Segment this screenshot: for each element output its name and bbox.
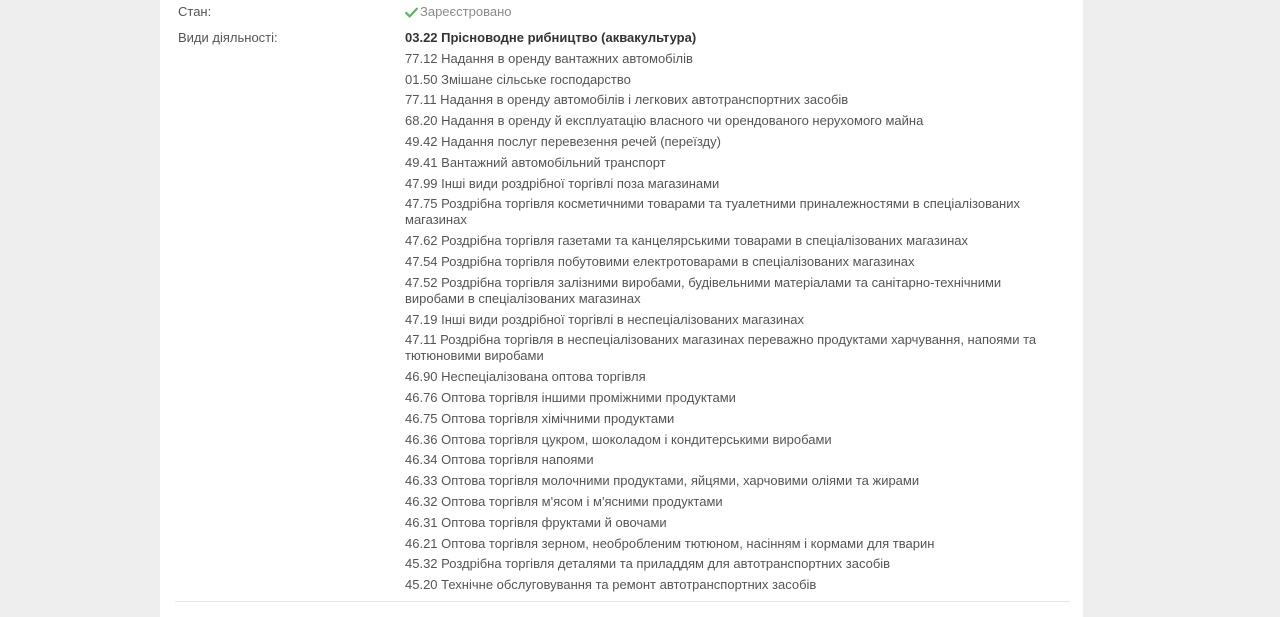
activity-item: 01.50 Змішане сільське господарство [405,71,631,87]
activity-item: 47.62 Роздрібна торгівля газетами та канцелярськими товарами в спеціалізованих магазинах [405,233,968,249]
activity-item: 47.99 Інші види роздрібної торгівлі поза магазинами [405,175,720,191]
activity-item: 47.19 Інші види роздрібної торгівлі в неспеціалізованих магазинах [405,311,805,327]
activity-item: 46.33 Оптова торгівля молочними продуктами, яйцями, харчовими оліями та жирами [405,473,920,489]
activity-item: 77.12 Надання в оренду вантажних автомобілів [405,50,693,66]
check-icon [405,6,418,19]
activity-item: 77.11 Надання в оренду автомобілів і легкових автотранспортних засобів [405,92,849,108]
activity-item: 49.42 Надання послуг перевезення речей (переїзду) [405,133,721,149]
status-text: Зареєстровано [420,4,512,19]
activity-item: 46.76 Оптова торгівля іншими проміжними продуктами [405,389,736,405]
activity-item: 46.36 Оптова торгівля цукром, шоколадом і кондитерськими виробами [405,431,832,447]
company-info-card [160,0,1083,617]
activities-label: Види діяльності: [178,30,278,45]
activity-item: 46.32 Оптова торгівля м'ясом і м'ясними продуктами [405,493,723,509]
activity-item: 47.11 Роздрібна торгівля в неспеціалізованих магазинах переважно продуктами харчування, напоями та тютюновими виробами [405,332,1037,364]
activity-item: 46.34 Оптова торгівля напоями [405,452,594,468]
activity-item: 45.32 Роздрібна торгівля деталями та приладдям для автотранспортних засобів [405,556,891,572]
activities-list [405,30,1055,593]
activity-item: 46.21 Оптова торгівля зерном, необробленим тютюном, насінням і кормами для тварин [405,535,935,551]
status-label: Стан: [178,4,212,19]
activity-item: 68.20 Надання в оренду й експлуатацію власного чи орендованого нерухомого майна [405,113,924,129]
activity-item: 46.90 Неспеціалізована оптова торгівля [405,369,646,385]
activities-list-container [405,30,1055,598]
activity-item: 47.75 Роздрібна торгівля косметичними товарами та туалетними приналежностями в спеціалізованих магазинах [405,196,1020,228]
activity-item: 45.20 Технічне обслуговування та ремонт автотранспортних засобів [405,577,817,593]
activity-item: 47.52 Роздрібна торгівля залізними виробами, будівельними матеріалами та санітарно-технічними виробами в спеціалізованих магазинах [405,274,1002,306]
activity-item: 46.31 Оптова торгівля фруктами й овочами [405,514,667,530]
section-divider [175,601,1070,602]
activity-item: 47.54 Роздрібна торгівля побутовими електротоварами в спеціалізованих магазинах [405,253,915,269]
activity-item: 49.41 Вантажний автомобільний транспорт [405,154,666,170]
primary-activity: 03.22 Прісноводне рибництво (аквакультура) [405,30,697,45]
activity-item: 46.75 Оптова торгівля хімічними продуктами [405,410,675,426]
status-value [405,4,1055,20]
